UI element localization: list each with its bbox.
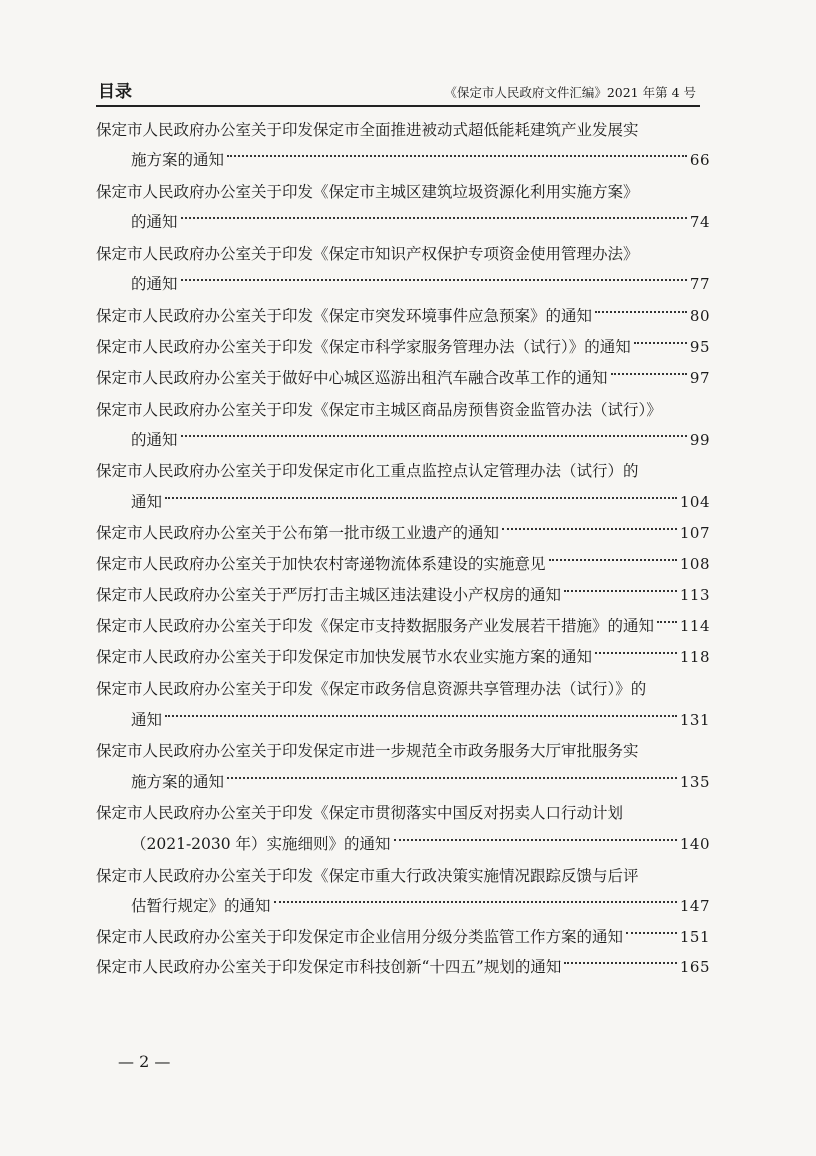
toc-entry-line-wrapped [96, 242, 710, 266]
toc-entry-title: 施方案的通知 [131, 773, 225, 791]
toc-entry-line [96, 521, 710, 545]
toc-entry-title: 的通知 [131, 431, 178, 449]
toc-entry-title: 保定市人民政府办公室关于印发《保定市突发环境事件应急预案》的通知 [96, 307, 593, 325]
page-number: — 2 — [118, 1052, 171, 1071]
toc-entry-title: 通知 [131, 711, 163, 729]
toc-page-number: 80 [689, 307, 710, 325]
toc-entry-line-wrapped [96, 864, 710, 888]
toc-entry-title: （2021-2030 年）实施细则》的通知 [131, 835, 391, 853]
toc-entry-line [96, 583, 710, 607]
toc-entry-title: 估暂行规定》的通知 [131, 897, 271, 915]
toc-page-number: 104 [679, 493, 710, 511]
toc-entry-title: 保定市人民政府办公室关于印发保定市科技创新“十四五”规划的通知 [96, 958, 562, 976]
toc-page-number: 113 [679, 586, 710, 604]
toc-entry-line-wrapped [96, 118, 710, 142]
toc-entry-title: 保定市人民政府办公室关于印发《保定市知识产权保护专项资金使用管理办法》 [96, 245, 639, 263]
dot-leader [227, 155, 687, 157]
toc-entry-line [131, 210, 710, 234]
toc-entry-line [131, 708, 710, 732]
toc-entry-title: 施方案的通知 [131, 151, 225, 169]
toc-entry-line-wrapped [96, 459, 710, 483]
toc-entry-line [131, 428, 710, 452]
toc-page-number: 131 [679, 711, 710, 729]
toc-entry-title: 保定市人民政府办公室关于印发《保定市贯彻落实中国反对拐卖人口行动计划 [96, 804, 624, 822]
toc-entry-line [131, 832, 710, 856]
dot-leader [502, 528, 677, 530]
toc-entry-title: 保定市人民政府办公室关于印发《保定市支持数据服务产业发展若干措施》的通知 [96, 617, 655, 635]
toc-entry-title: 保定市人民政府办公室关于印发保定市全面推进被动式超低能耗建筑产业发展实 [96, 121, 639, 139]
toc-entry-line [96, 304, 710, 328]
toc-entry-title: 保定市人民政府办公室关于印发《保定市科学家服务管理办法（试行）》的通知 [96, 338, 631, 356]
toc-entry-line [96, 614, 710, 638]
toc-entry-line [131, 490, 710, 514]
toc-page-number: 74 [689, 213, 710, 231]
toc-page-number: 140 [679, 835, 710, 853]
toc-entry-title: 保定市人民政府办公室关于印发保定市进一步规范全市政务服务大厅审批服务实 [96, 742, 639, 760]
toc-page-number: 66 [689, 151, 710, 169]
toc-entry-title: 保定市人民政府办公室关于印发《保定市重大行政决策实施情况跟踪反馈与后评 [96, 867, 639, 885]
toc-page-number: 95 [689, 338, 710, 356]
toc-entry-line [131, 272, 710, 296]
toc-entry-title: 保定市人民政府办公室关于加快农村寄递物流体系建设的实施意见 [96, 555, 546, 573]
toc-page-number: 114 [679, 617, 710, 635]
toc-entry-title: 保定市人民政府办公室关于印发《保定市主城区建筑垃圾资源化利用实施方案》 [96, 183, 639, 201]
toc-entry-line [131, 770, 710, 794]
toc-entry-line-wrapped [96, 398, 710, 422]
dot-leader [165, 497, 677, 499]
toc-entry-line [96, 925, 710, 949]
dot-leader [595, 652, 677, 654]
toc-entry-line-wrapped [96, 739, 710, 763]
toc-entry-line [96, 335, 710, 359]
toc-entry-line [131, 894, 710, 918]
dot-leader [657, 621, 677, 623]
toc-page-number: 151 [679, 928, 710, 946]
toc-page-number: 108 [679, 555, 710, 573]
dot-leader [634, 342, 687, 344]
toc-entry-line-wrapped [96, 180, 710, 204]
toc-page-number: 165 [679, 958, 710, 976]
toc-entry-title: 通知 [131, 493, 163, 511]
dot-leader [274, 901, 677, 903]
toc-page-number: 99 [689, 431, 710, 449]
dot-leader [181, 279, 687, 281]
dot-leader [227, 777, 677, 779]
toc-entry-line-wrapped [96, 677, 710, 701]
toc-entry-title: 保定市人民政府办公室关于印发《保定市政务信息资源共享管理办法（试行）》的 [96, 680, 647, 698]
toc-entry-line-wrapped [96, 801, 710, 825]
dot-leader [181, 435, 687, 437]
toc-entry-title: 保定市人民政府办公室关于印发保定市加快发展节水农业实施方案的通知 [96, 648, 593, 666]
dot-leader [181, 217, 687, 219]
dot-leader [394, 839, 677, 841]
publication-title: 《保定市人民政府文件汇编》2021 年第 4 号 [444, 85, 696, 100]
toc-page-number: 77 [689, 275, 710, 293]
toc-entry-title: 保定市人民政府办公室关于公布第一批市级工业遗产的通知 [96, 524, 500, 542]
toc-entry-title: 的通知 [131, 213, 178, 231]
dot-leader [549, 559, 677, 561]
toc-entry-line [131, 148, 710, 172]
toc-entry-title: 保定市人民政府办公室关于印发保定市企业信用分级分类监管工作方案的通知 [96, 928, 624, 946]
toc-page-number: 147 [679, 897, 710, 915]
dot-leader [564, 962, 677, 964]
toc-entry-title: 保定市人民政府办公室关于严厉打击主城区违法建设小产权房的通知 [96, 586, 562, 604]
dot-leader [611, 373, 687, 375]
dot-leader [564, 590, 677, 592]
toc-entry-line [96, 955, 710, 979]
toc-entry-title: 的通知 [131, 275, 178, 293]
dot-leader [626, 932, 677, 934]
toc-entry-line [96, 645, 710, 669]
toc-entry-line [96, 552, 710, 576]
dot-leader [165, 715, 677, 717]
toc-entry-title: 保定市人民政府办公室关于做好中心城区巡游出租汽车融合改革工作的通知 [96, 369, 608, 387]
toc-page-number: 118 [679, 648, 710, 666]
dot-leader [595, 311, 687, 313]
toc-entry-line [96, 366, 710, 390]
toc-page-number: 135 [679, 773, 710, 791]
toc-page-number: 97 [689, 369, 710, 387]
toc-entry-title: 保定市人民政府办公室关于印发保定市化工重点监控点认定管理办法（试行）的 [96, 462, 639, 480]
toc-entry-title: 保定市人民政府办公室关于印发《保定市主城区商品房预售资金监管办法（试行）》 [96, 401, 662, 419]
page-title: 目录 [98, 82, 132, 102]
toc-page-number: 107 [679, 524, 710, 542]
